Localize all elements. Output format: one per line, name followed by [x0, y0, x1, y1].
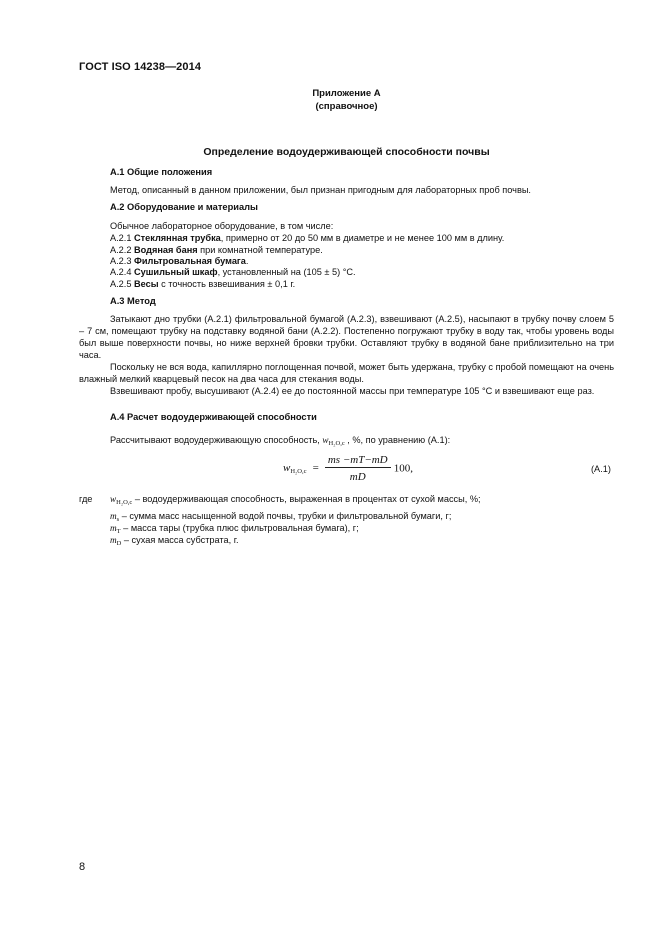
section-a2-heading: А.2 Оборудование и материалы: [110, 202, 258, 212]
annex-title: Приложение А: [312, 88, 381, 99]
equation-numerator: ms −mT−mD: [325, 454, 391, 468]
definition-item: $m_D$ – сухая масса субстрата, г.: [110, 535, 239, 547]
main-title: Определение водоудерживающей способности почвы: [203, 146, 490, 158]
equation-number: (А.1): [591, 464, 611, 474]
equipment-item: А.2.5 Весы с точность взвешивания ± 0,1 г.: [110, 279, 296, 289]
section-a1-heading: А.1 Общие положения: [110, 167, 213, 177]
section-a4-heading: А.4 Расчет водоудерживающей способности: [110, 412, 317, 422]
equation-fraction: [325, 454, 391, 483]
method-paragraph: Взвешивают пробу, высушивают (А.2.4) ее до постоянной массы при температуре 105 °С и взвешивают еще раз.: [110, 386, 595, 396]
symbol-w: $w_{H_2O,c}$: [322, 435, 345, 447]
definition-item: $m_s$ – сумма масс насыщенной водой почвы, трубки и фильтровальной бумаги, г;: [110, 511, 452, 523]
equation-factor: 100,: [393, 462, 413, 475]
definition-item: $w_{H_2O,c}$ – водоудерживающая способность, выраженная в процентах от сухой массы, %;: [110, 494, 481, 506]
equation-denominator: mD: [349, 471, 366, 483]
page-number: 8: [79, 861, 86, 873]
method-paragraph: Затыкают дно трубки (А.2.1) фильтровальной бумагой (А.2.3), взвешивают (А.2.5), насыпают в трубку почву слоем 5 – 7 см, помещают трубку на подставку водяной бани (А.2.2). Постепенно погружают трубку в воду так, чтобы уровень воды был выше поверхности почвы, но ниже верхней бровки трубки. Оставляют трубку в водяной бане приблизительно на три часа.: [79, 314, 614, 360]
equipment-item: А.2.4 Сушильный шкаф, установленный на (105 ± 5) °С.: [110, 267, 356, 277]
equipment-item: А.2.3 Фильтровальная бумага.: [110, 256, 249, 266]
equipment-item: А.2.1 Стеклянная трубка, примерно от 20 до 50 мм в диаметре и не менее 100 мм в длину.: [110, 233, 505, 243]
annex-heading: [0, 87, 661, 113]
section-a2-intro: Обычное лабораторное оборудование, в том числе:: [110, 221, 334, 231]
section-a1-text: Метод, описанный в данном приложении, был признан пригодным для лабораторных проб почвы.: [110, 185, 531, 195]
section-a3-body: [79, 313, 614, 397]
equation: $w_{H_2O,c}$ = $\frac{ms -mT-mD}{mD}$ 100,: [283, 454, 413, 483]
section-a3-heading: А.3 Метод: [110, 296, 156, 306]
section-a4-intro: Рассчитывают водоудерживающую способность, $w_{H_2O,c}$ , %, по уравнению (А.1):: [110, 435, 451, 447]
where-label: где: [79, 494, 93, 504]
annex-subtitle: (справочное): [315, 101, 378, 112]
equipment-item: А.2.2 Водяная баня при комнатной температуре.: [110, 245, 323, 255]
document-header: ГОСТ ISO 14238—2014: [79, 61, 202, 73]
method-paragraph: Поскольку не вся вода, капиллярно поглощенная почвой, может быть удержана, трубку с пробой помещают на очень влажный мелкий кварцевый песок на два часа для стекания воды.: [79, 362, 614, 384]
definition-item: $m_T$ – масса тары (трубка плюс фильтровальная бумага), г;: [110, 523, 359, 535]
